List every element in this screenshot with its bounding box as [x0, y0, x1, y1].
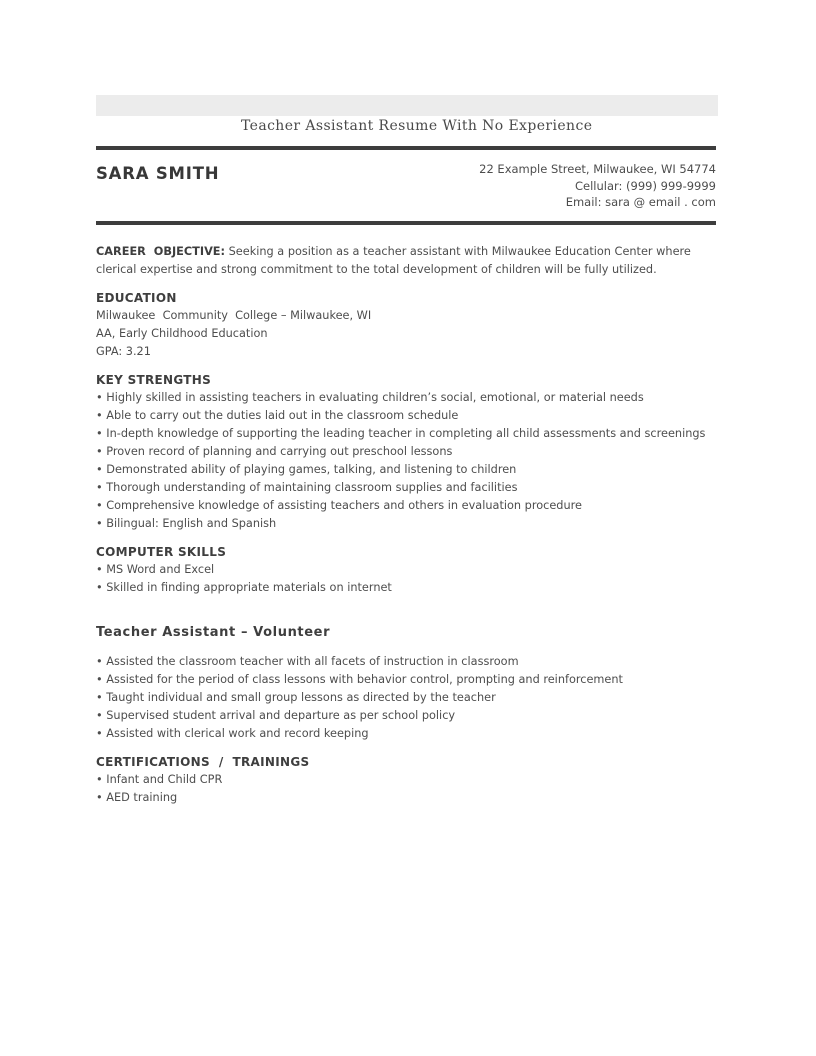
bullet-item: • Thorough understanding of maintaining classroom supplies and facilities — [96, 480, 518, 494]
bullet-item: • Skilled in finding appropriate materials on internet — [96, 580, 392, 594]
contact-block — [479, 161, 716, 211]
section-experience — [96, 624, 716, 743]
bullet-item: • Assisted the classroom teacher with all facets of instruction in classroom — [96, 654, 519, 668]
career-objective-paragraph — [96, 243, 716, 279]
bullet-item: • Assisted for the period of class lessons with behavior control, prompting and reinforcement — [96, 672, 623, 686]
contact-cellular: Cellular: (999) 999-9999 — [574, 178, 716, 193]
bullet-item: • Taught individual and small group lessons as directed by the teacher — [96, 690, 496, 704]
resume-header — [96, 150, 716, 221]
horizontal-rule-bottom — [96, 221, 716, 225]
person-name: SARA SMITH — [96, 164, 220, 183]
key-strengths-list — [96, 389, 716, 533]
computer-skills-heading: COMPUTER SKILLS — [96, 544, 227, 559]
bullet-item: • Supervised student arrival and departure as per school policy — [96, 708, 456, 722]
bullet-item: • Demonstrated ability of playing games, talking, and listening to children — [96, 462, 517, 476]
bullet-item: • Infant and Child CPR — [96, 772, 223, 786]
key-strengths-heading: KEY STRENGTHS — [96, 372, 212, 387]
experience-list — [96, 653, 716, 743]
contact-address: 22 Example Street, Milwaukee, WI 54774 — [479, 162, 716, 176]
document-title: Teacher Assistant Resume With No Experience — [240, 118, 593, 134]
resume-body — [96, 243, 716, 807]
section-computer-skills — [96, 543, 716, 597]
certifications-list — [96, 771, 716, 807]
education-degree: AA, Early Childhood Education — [96, 326, 268, 340]
career-objective-text: Seeking a position as a teacher assistant with Milwaukee Education Center where clerical expertise and strong commitment to the total development of children will be fully utilized. — [96, 244, 695, 276]
section-certifications — [96, 753, 716, 807]
bullet-item: • Bilingual: English and Spanish — [96, 516, 277, 530]
resume-content — [96, 146, 716, 807]
document-title-bar — [96, 95, 718, 134]
education-heading: EDUCATION — [96, 290, 177, 305]
bullet-item: • Able to carry out the duties laid out in the classroom schedule — [96, 408, 459, 422]
education-gpa: GPA: 3.21 — [96, 344, 151, 358]
bullet-item: • Comprehensive knowledge of assisting teachers and others in evaluation procedure — [96, 498, 582, 512]
career-objective-label: CAREER OBJECTIVE: — [96, 244, 226, 258]
computer-skills-list — [96, 561, 716, 597]
bullet-item: • Assisted with clerical work and record keeping — [96, 726, 369, 740]
bullet-item: • Proven record of planning and carrying out preschool lessons — [96, 444, 453, 458]
bullet-item: • AED training — [96, 790, 178, 804]
section-career-objective — [96, 243, 716, 279]
experience-job-heading: Teacher Assistant – Volunteer — [96, 624, 331, 640]
bullet-item: • In-depth knowledge of supporting the leading teacher in completing all child assessments and screenings — [96, 426, 706, 440]
section-key-strengths — [96, 371, 716, 533]
education-school: Milwaukee Community College – Milwaukee, WI — [96, 308, 372, 322]
contact-email: Email: sara @ email . com — [565, 195, 716, 209]
bullet-item: • Highly skilled in assisting teachers in evaluating children’s social, emotional, or material needs — [96, 390, 644, 404]
section-education — [96, 289, 716, 361]
bullet-item: • MS Word and Excel — [96, 562, 215, 576]
certifications-heading: CERTIFICATIONS / TRAININGS — [96, 754, 310, 769]
